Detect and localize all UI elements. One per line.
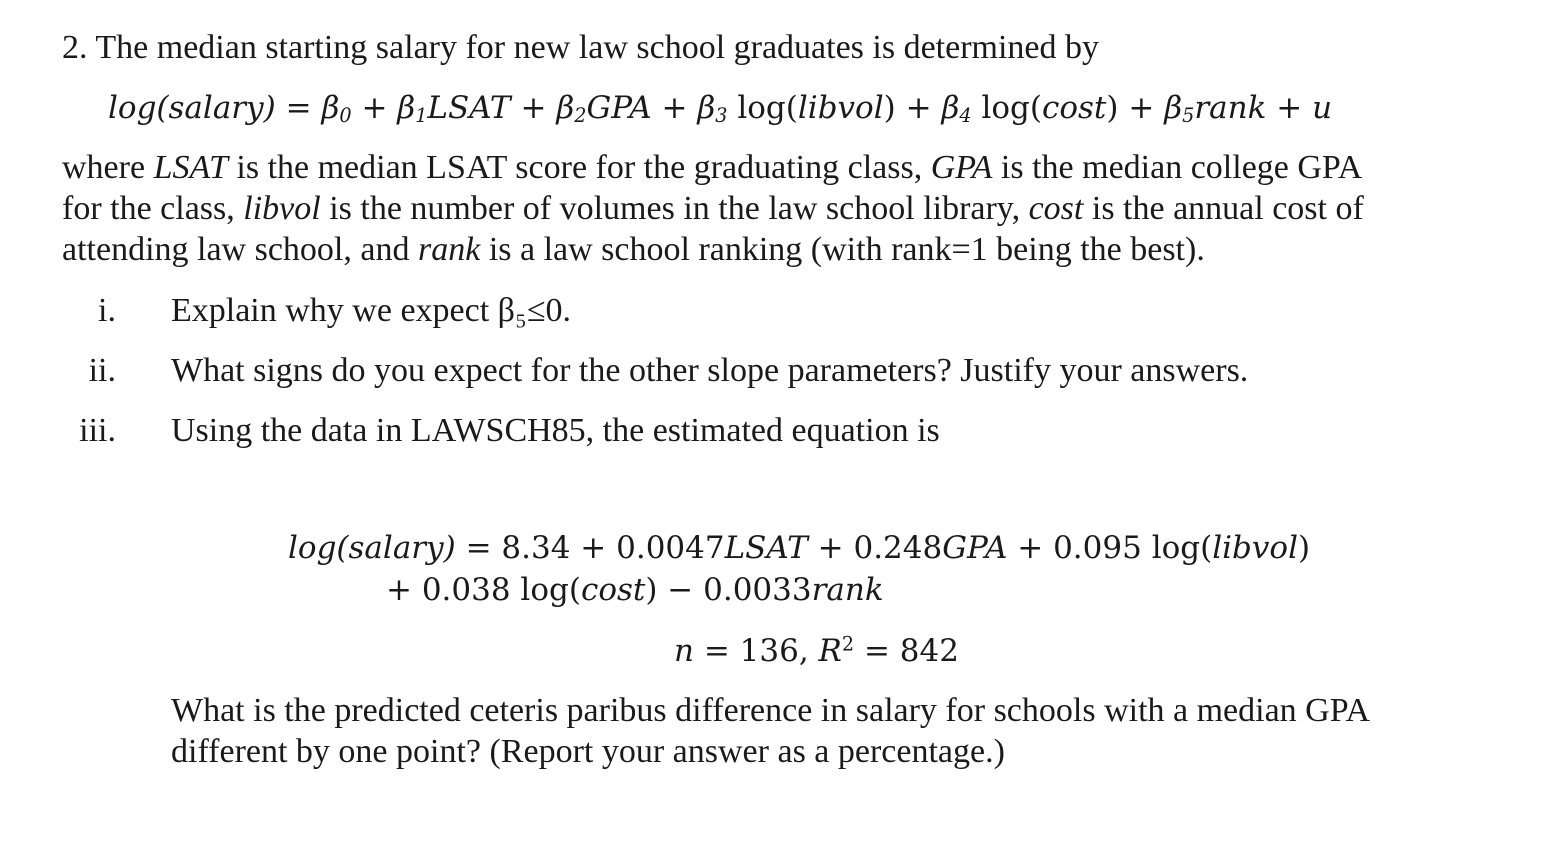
beta-3: $\beta_3$ log(libvol) <box>697 90 896 128</box>
definitions-line-3: attending law school, and rank is a law school ranking (with rank=1 being the best). <box>62 231 1205 268</box>
estimated-equation-line-2: + 0.038 log(cost) − 0.0033rank <box>386 572 884 608</box>
part-ii-label: ii. <box>88 352 116 389</box>
eq-lhs: log(salary) <box>108 90 276 126</box>
plus: + <box>661 90 688 126</box>
part-i-label: i. <box>98 292 116 329</box>
model-equation <box>108 88 1332 128</box>
question-header <box>62 28 1099 68</box>
plus: + <box>361 90 388 126</box>
question-number: 2. <box>62 29 88 66</box>
plus: + <box>905 90 932 126</box>
definitions-line-1: where LSAT is the median LSAT score for the graduating class, GPA is the median college GPA <box>62 149 1363 186</box>
final-question-line-2: different by one point? (Report your answer as a percentage.) <box>171 733 1005 770</box>
plus: + <box>520 90 547 126</box>
beta-1: $\beta_1LSAT$ <box>397 90 511 128</box>
part-iii-label: iii. <box>79 412 116 449</box>
definitions-line-2: for the class, libvol is the number of volumes in the law school library, cost is the annual cost of <box>62 190 1364 227</box>
beta-2: $\beta_2GPA$ <box>556 90 652 128</box>
beta-4: $\beta_4$ log(cost) <box>941 90 1119 128</box>
plus: + <box>1276 90 1303 126</box>
question-intro: The median starting salary for new law school graduates is determined by <box>95 29 1100 66</box>
plus: + <box>1128 90 1155 126</box>
eq-sign: = <box>285 90 312 126</box>
part-iii-text: Using the data in LAWSCH85, the estimated equation is <box>171 412 940 449</box>
estimated-equation-stats: n = 136, $R^2 = 842$ <box>674 632 959 669</box>
part-i-text: Explain why we expect β₅≤0. <box>171 292 571 329</box>
estimated-equation-line-1: log(salary) = 8.34 + 0.0047LSAT + 0.248GPA + 0.095 log(libvol) <box>288 530 1311 566</box>
part-ii-text: What signs do you expect for the other slope parameters? Justify your answers. <box>171 352 1249 389</box>
error-term: u <box>1312 90 1333 126</box>
beta-0: $\beta_0$ <box>321 90 352 128</box>
beta-5: $\beta_5rank$ <box>1164 90 1267 128</box>
final-question-line-1: What is the predicted ceteris paribus difference in salary for schools with a median GPA <box>171 692 1371 729</box>
